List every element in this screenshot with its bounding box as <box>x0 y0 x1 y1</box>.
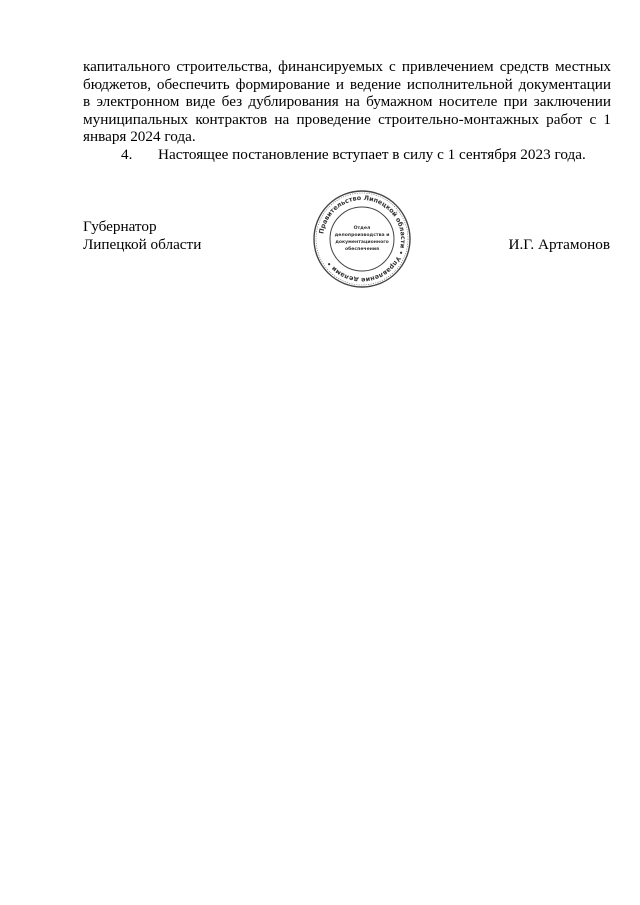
official-seal-stamp <box>312 189 412 289</box>
seal-outer-ring <box>314 191 410 287</box>
paragraph-line: капитального строительства, финансируемых с привлечением средств местных <box>83 58 611 75</box>
signer-title-line1: Губернатор <box>83 218 157 235</box>
seal-outer-text-path: Правительство Липецкой области • Управление делами • <box>317 193 408 285</box>
seal-inner-line3: документационного <box>335 240 389 245</box>
paragraph-line: бюджетов, обеспечить формирование и ведение исполнительной документации <box>83 75 611 93</box>
seal-inner-ring <box>330 207 394 271</box>
paragraph-line: в электронном виде без дублирования на бумажном носителе при заключении <box>83 93 611 111</box>
paragraph-line: муниципальных контрактов на проведение строительно-монтажных работ с 1 <box>83 110 611 128</box>
signer-title-line2: Липецкой области <box>83 235 202 253</box>
list-item-4 <box>83 146 611 164</box>
document-body <box>83 58 611 164</box>
list-item-text: Настоящее постановление вступает в силу с 1 сентября 2023 года. <box>158 145 586 163</box>
seal-inner-line2: делопроизводства и <box>334 233 390 238</box>
signature-block <box>83 218 201 253</box>
seal-inner-line4: обеспечения <box>344 247 380 252</box>
paragraph-line: января 2024 года. <box>83 128 196 146</box>
signer-name: И.Г. Артамонов <box>508 236 610 253</box>
list-item-number: 4. <box>121 145 133 163</box>
seal-inner-line1: Отдел <box>353 226 371 231</box>
